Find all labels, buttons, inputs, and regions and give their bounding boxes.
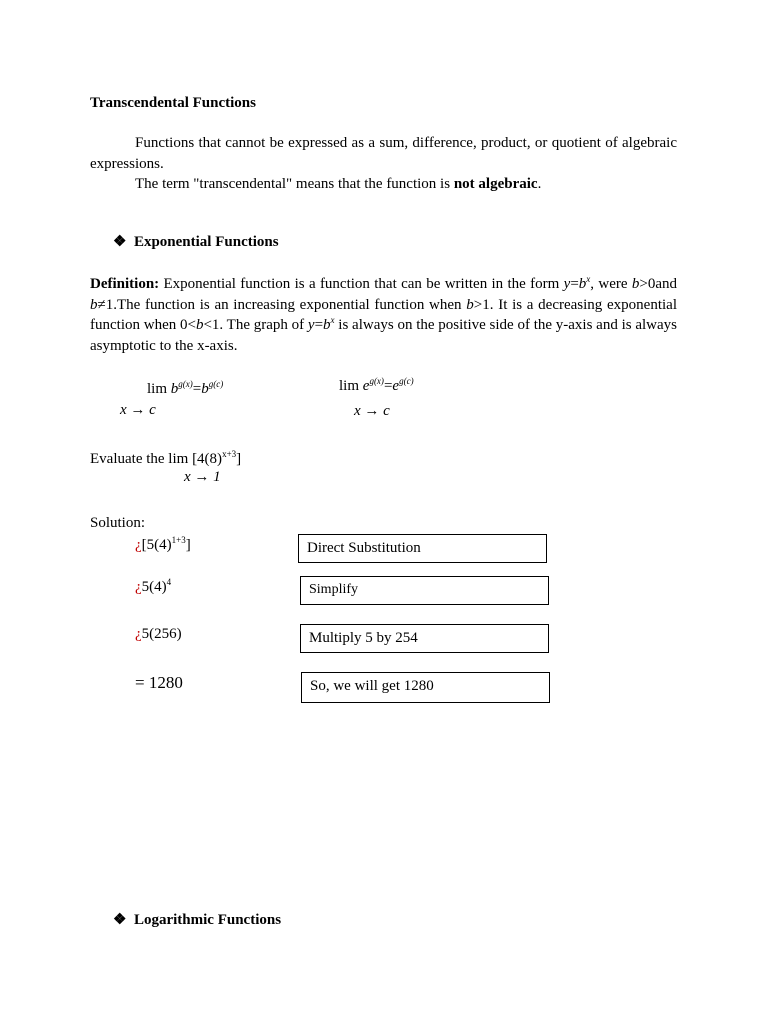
lim-base-2: b: [201, 381, 209, 397]
b-var-3: b: [466, 296, 474, 313]
gt-zero: >0: [639, 276, 656, 292]
step-mark: ¿: [135, 579, 142, 595]
diamond-bullet-icon: ❖: [113, 234, 127, 250]
limit-rule-1: [147, 379, 223, 399]
step-exp: 1+3: [171, 535, 186, 545]
form-y-2: y: [307, 317, 315, 333]
limit-rule-2-subscript: x → c: [354, 403, 390, 419]
intro-emphasis: not algebraic: [453, 176, 538, 192]
limit-rule-2: [339, 376, 414, 396]
lim-exp-right: g(c): [208, 379, 224, 389]
intro-line-1: Functions that cannot be expressed as a sum, difference, product, or quotient of algebraic expressions.: [90, 135, 677, 172]
lim-base: b: [170, 381, 179, 397]
lim-exp-left: g(x): [178, 379, 193, 389]
evaluate-exp: x+3: [222, 449, 237, 459]
form-b-2: b: [323, 317, 331, 333]
exponential-heading-text: Exponential Functions: [133, 234, 279, 250]
intro-period: .: [537, 176, 542, 192]
range-start: 0<: [179, 317, 196, 333]
step-expr: [5(4): [141, 537, 172, 553]
diamond-bullet-icon: ❖: [113, 912, 127, 928]
intro-line-2: [90, 174, 677, 195]
lim-base-2: e: [392, 378, 400, 394]
definition-text-4: . It is a decreasing exponential function when: [90, 296, 677, 333]
lim-exp-right: g(c): [399, 376, 414, 386]
step-mark: ¿: [135, 626, 142, 642]
step-close: ]: [185, 537, 191, 553]
evaluate-close: ]: [236, 451, 242, 467]
evaluate-label: Evaluate the: [90, 451, 169, 467]
b-var-1: b: [631, 276, 640, 292]
logarithmic-heading: [113, 910, 281, 930]
form-y: y: [563, 276, 571, 292]
lim-label: lim: [339, 378, 360, 394]
evaluate-lim: lim: [168, 451, 189, 467]
step-expr: 5(4): [141, 579, 167, 595]
definition-label: Definition:: [90, 276, 160, 292]
lt-one: <1: [203, 317, 220, 333]
step-expr: 5(256): [141, 626, 182, 642]
lim-label: lim: [147, 381, 168, 397]
lim-base: e: [362, 378, 370, 394]
step-3-note-box: Multiply 5 by 254: [300, 624, 549, 653]
solution-step-4: [135, 673, 183, 693]
intro-line-2-text: The term "transcendental" means that the function is: [135, 176, 454, 192]
lim-exp-left: g(x): [369, 376, 384, 386]
form-b: b: [578, 276, 587, 292]
solution-step-2: [135, 577, 171, 597]
lim-eq: =: [383, 378, 393, 394]
step-mark: ¿: [135, 537, 142, 553]
definition-paragraph: [90, 274, 677, 356]
definition-text-3: .The function is an increasing exponential function when: [113, 296, 467, 313]
solution-step-3: [135, 624, 182, 644]
evaluate-under: x → 1: [184, 469, 221, 485]
step-exp: 4: [166, 577, 172, 587]
b-var-2: b: [90, 296, 98, 313]
lim-eq: =: [192, 381, 202, 397]
exponential-heading: [113, 232, 279, 252]
definition-text-6: is always on the positive side of the y-axis and is always asymptotic to the x-axis.: [90, 317, 677, 354]
step-4-note-box: So, we will get 1280: [301, 672, 550, 703]
page-title: Transcendental Functions: [90, 95, 256, 111]
logarithmic-heading-text: Logarithmic Functions: [133, 912, 282, 928]
evaluate-subscript: [184, 467, 221, 487]
step-expr: = 1280: [135, 673, 183, 692]
definition-text-5: . The graph of: [219, 317, 308, 333]
form-eq-2: =: [314, 317, 324, 333]
form-x-2: x: [330, 315, 335, 325]
solution-step-1: [135, 535, 191, 555]
definition-text-2: , were: [590, 276, 628, 292]
definition-text-1: Exponential function is a function that can be written in the form: [159, 276, 564, 292]
evaluate-prompt: [90, 449, 241, 469]
solution-label: Solution:: [90, 515, 146, 531]
and-text: and: [655, 276, 677, 292]
gt-one: >1: [473, 296, 490, 313]
b-var-4: b: [195, 317, 204, 333]
intro-paragraph: [90, 133, 677, 195]
step-2-note-box: Simplify: [300, 576, 549, 605]
form-x: x: [586, 274, 591, 284]
limit-rule-1-subscript: x → c: [120, 402, 156, 418]
not-equal-one: ≠1: [97, 296, 114, 313]
form-eq: =: [570, 276, 579, 292]
step-1-note-box: Direct Substitution: [298, 534, 547, 563]
evaluate-expr: [4(8): [192, 451, 223, 467]
